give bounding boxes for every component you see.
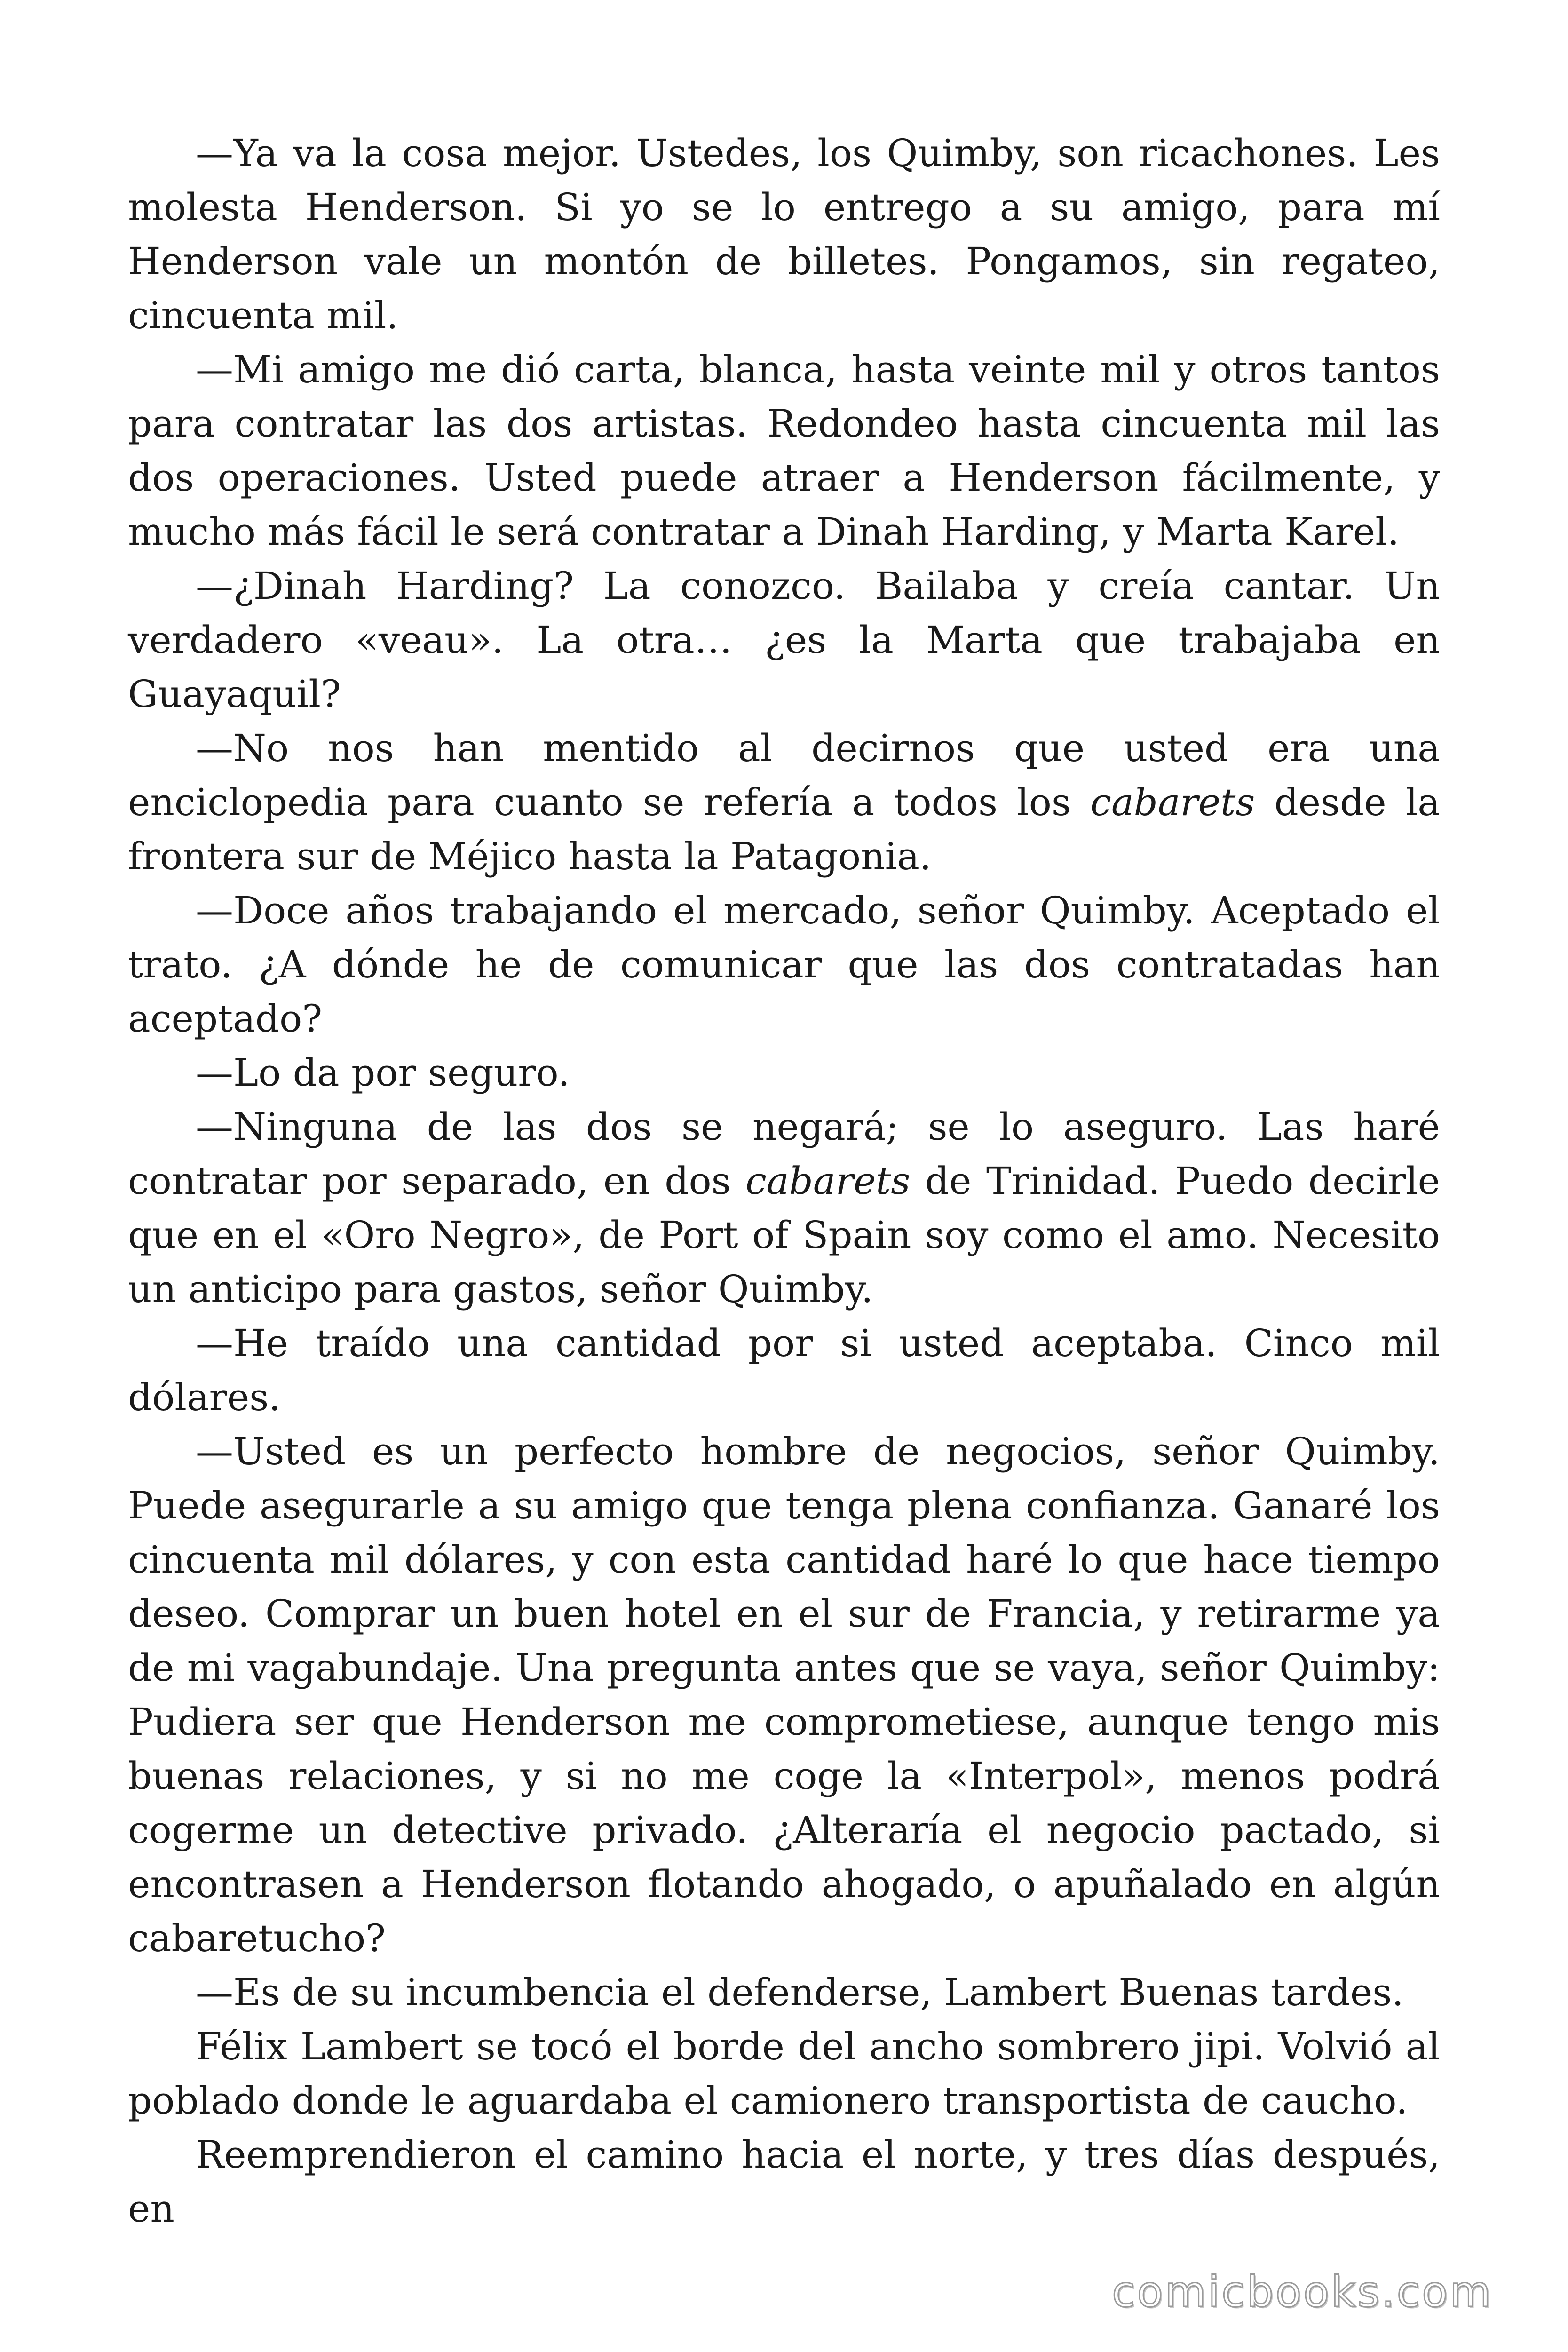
paragraph-text: —Ninguna de las dos se negará; se lo aseguro. Las haré contratar por separado, en dos xyxy=(128,1105,1440,1203)
paragraph-text: desde la frontera sur de Méjico hasta la Patagonia. xyxy=(128,780,1441,878)
paragraph xyxy=(128,721,1440,883)
paragraph-text: —¿Dinah Harding? La conozco. Bailaba y creía cantar. Un verdadero «veau». La otra… ¿es la Marta que trabajaba en Guayaquil? xyxy=(128,564,1440,716)
paragraph xyxy=(128,1100,1440,1316)
paragraph-text: —No nos han mentido al decirnos que usted era una enciclopedia para cuanto se refería a todos los xyxy=(128,726,1440,824)
paragraph xyxy=(128,126,1440,342)
watermark: comicbooks.com xyxy=(1112,2267,1493,2317)
paragraph-text: —Ya va la cosa mejor. Ustedes, los Quimby, son ricachones. Les molesta Henderson. Si yo se lo entrego a su amigo, para mí Henderson vale un montón de billetes. Pongamos, sin regateo, cincuenta mil. xyxy=(128,131,1440,337)
paragraph xyxy=(128,559,1440,721)
paragraph xyxy=(128,2019,1440,2128)
paragraph xyxy=(128,1316,1440,1424)
paragraph-text: —Usted es un perfecto hombre de negocios, señor Quimby. Puede asegurarle a su amigo que tenga plena confianza. Ganaré los cincuenta mil dólares, y con esta cantidad haré lo que hace tiempo deseo. Comprar un buen hotel en el sur de Francia, y retirarme ya de mi vagabundaje. Una pregunta antes que se vaya, señor Quimby: Pudiera ser que Henderson me comprometiese, aunque tengo mis buenas relaciones, y si no me coge la «Interpol», menos podrá cogerme un detective privado. ¿Alteraría el negocio pactado, si encontrasen a Henderson flotando ahogado, o apuñalado en algún cabaretucho? xyxy=(128,1430,1440,1960)
italic-text: cabarets xyxy=(1090,780,1255,824)
paragraph-text: de Trinidad. Puedo decirle que en el «Oro Negro», de Port of Spain soy como el amo. Necesito un anticipo para gastos, señor Quimby. xyxy=(128,1159,1440,1311)
italic-text: cabarets xyxy=(745,1159,911,1203)
paragraph xyxy=(128,883,1440,1046)
paragraph xyxy=(128,1046,1440,1100)
body-text xyxy=(128,126,1440,2236)
paragraph-text: Félix Lambert se tocó el borde del ancho sombrero jipi. Volvió al poblado donde le aguardaba el camionero transportista de caucho. xyxy=(128,2025,1440,2122)
paragraph xyxy=(128,1424,1440,1965)
paragraph xyxy=(128,1965,1440,2019)
paragraph-text: Reemprendieron el camino hacia el norte, y tres días después, en xyxy=(128,2133,1440,2231)
paragraph-text: —Es de su incumbencia el defenderse, Lambert Buenas tardes. xyxy=(196,1971,1404,2014)
paragraph-text: —He traído una cantidad por si usted aceptaba. Cinco mil dólares. xyxy=(128,1321,1440,1419)
paragraph-text: —Doce años trabajando el mercado, señor Quimby. Aceptado el trato. ¿A dónde he de comunicar que las dos contratadas han aceptado? xyxy=(128,889,1440,1041)
paragraph xyxy=(128,2128,1440,2236)
paragraph xyxy=(128,342,1440,559)
paragraph-text: —Mi amigo me dió carta, blanca, hasta veinte mil y otros tantos para contratar las dos artistas. Redondeo hasta cincuenta mil las dos operaciones. Usted puede atraer a Henderson fácilmente, y mucho más fácil le será contratar a Dinah Harding, y Marta Karel. xyxy=(128,348,1440,554)
paragraph-text: —Lo da por seguro. xyxy=(196,1051,570,1095)
